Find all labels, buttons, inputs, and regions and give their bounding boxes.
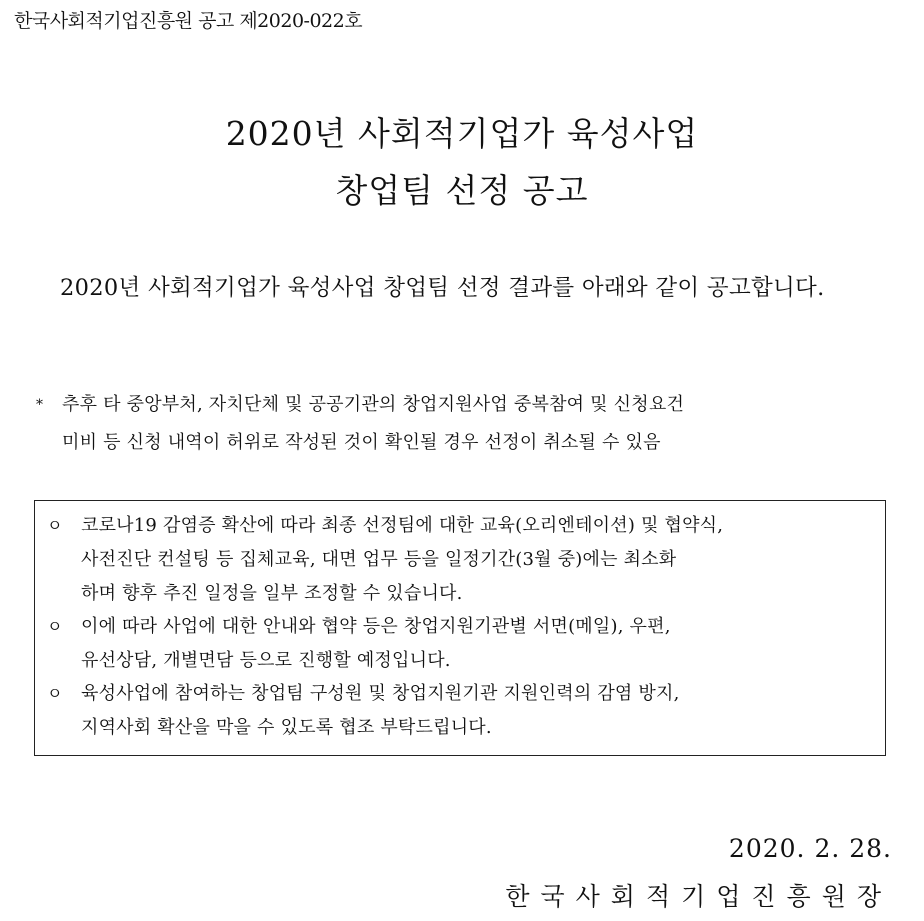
page-title-line-2: 창업팀 선정 공고 xyxy=(335,171,589,210)
notice-item-line: 코로나19 감염증 확산에 따라 최종 선정팀에 대한 교육(오리엔테이션) 및 협약식, xyxy=(81,515,724,536)
notice-box xyxy=(34,500,886,756)
notice-item-line: 이에 따라 사업에 대한 안내와 협약 등은 창업지원기관별 서면(메일), 우편, xyxy=(81,616,671,637)
issue-date: 2020. 2. 28. xyxy=(728,834,892,863)
intro-paragraph: 2020년 사회적기업가 육성사업 창업팀 선정 결과를 아래와 같이 공고합니다. xyxy=(60,275,825,301)
disclaimer-note xyxy=(36,386,892,462)
notice-item xyxy=(47,677,877,745)
notice-item-line: 사전진단 컨설팅 등 집체교육, 대면 업무 등을 일정기간(3월 중)에는 최소화 xyxy=(81,549,677,570)
circle-bullet-icon: ㅇ xyxy=(47,516,63,535)
note-line-1 xyxy=(36,386,892,424)
note-line-2: 미비 등 신청 내역이 허위로 작성된 것이 확인될 경우 선정이 취소될 수 있음 xyxy=(62,432,661,453)
issuer-signature: 한국사회적기업진흥원장 xyxy=(505,882,892,911)
notice-item-line: 지역사회 확산을 막을 수 있도록 협조 부탁드립니다. xyxy=(81,717,492,738)
circle-bullet-icon: ㅇ xyxy=(47,684,63,703)
note-text-1: 추후 타 중앙부처, 자치단체 및 공공기관의 창업지원사업 중복참여 및 신청요건 xyxy=(62,394,685,415)
notice-item-line: 육성사업에 참여하는 창업팀 구성원 및 창업지원기관 지원인력의 감염 방지, xyxy=(81,683,680,704)
notice-number: 한국사회적기업진흥원 공고 제2020-022호 xyxy=(14,10,363,32)
notice-item-line: 하며 향후 추진 일정을 일부 조정할 수 있습니다. xyxy=(81,583,463,604)
circle-bullet-icon: ㅇ xyxy=(47,617,63,636)
page-title-line-1: 2020년 사회적기업가 육성사업 xyxy=(225,114,699,153)
notice-item-line: 유선상담, 개별면담 등으로 진행할 예정입니다. xyxy=(81,650,451,671)
notice-item xyxy=(47,509,877,611)
asterisk-marker: * xyxy=(36,397,44,413)
notice-item xyxy=(47,610,877,678)
